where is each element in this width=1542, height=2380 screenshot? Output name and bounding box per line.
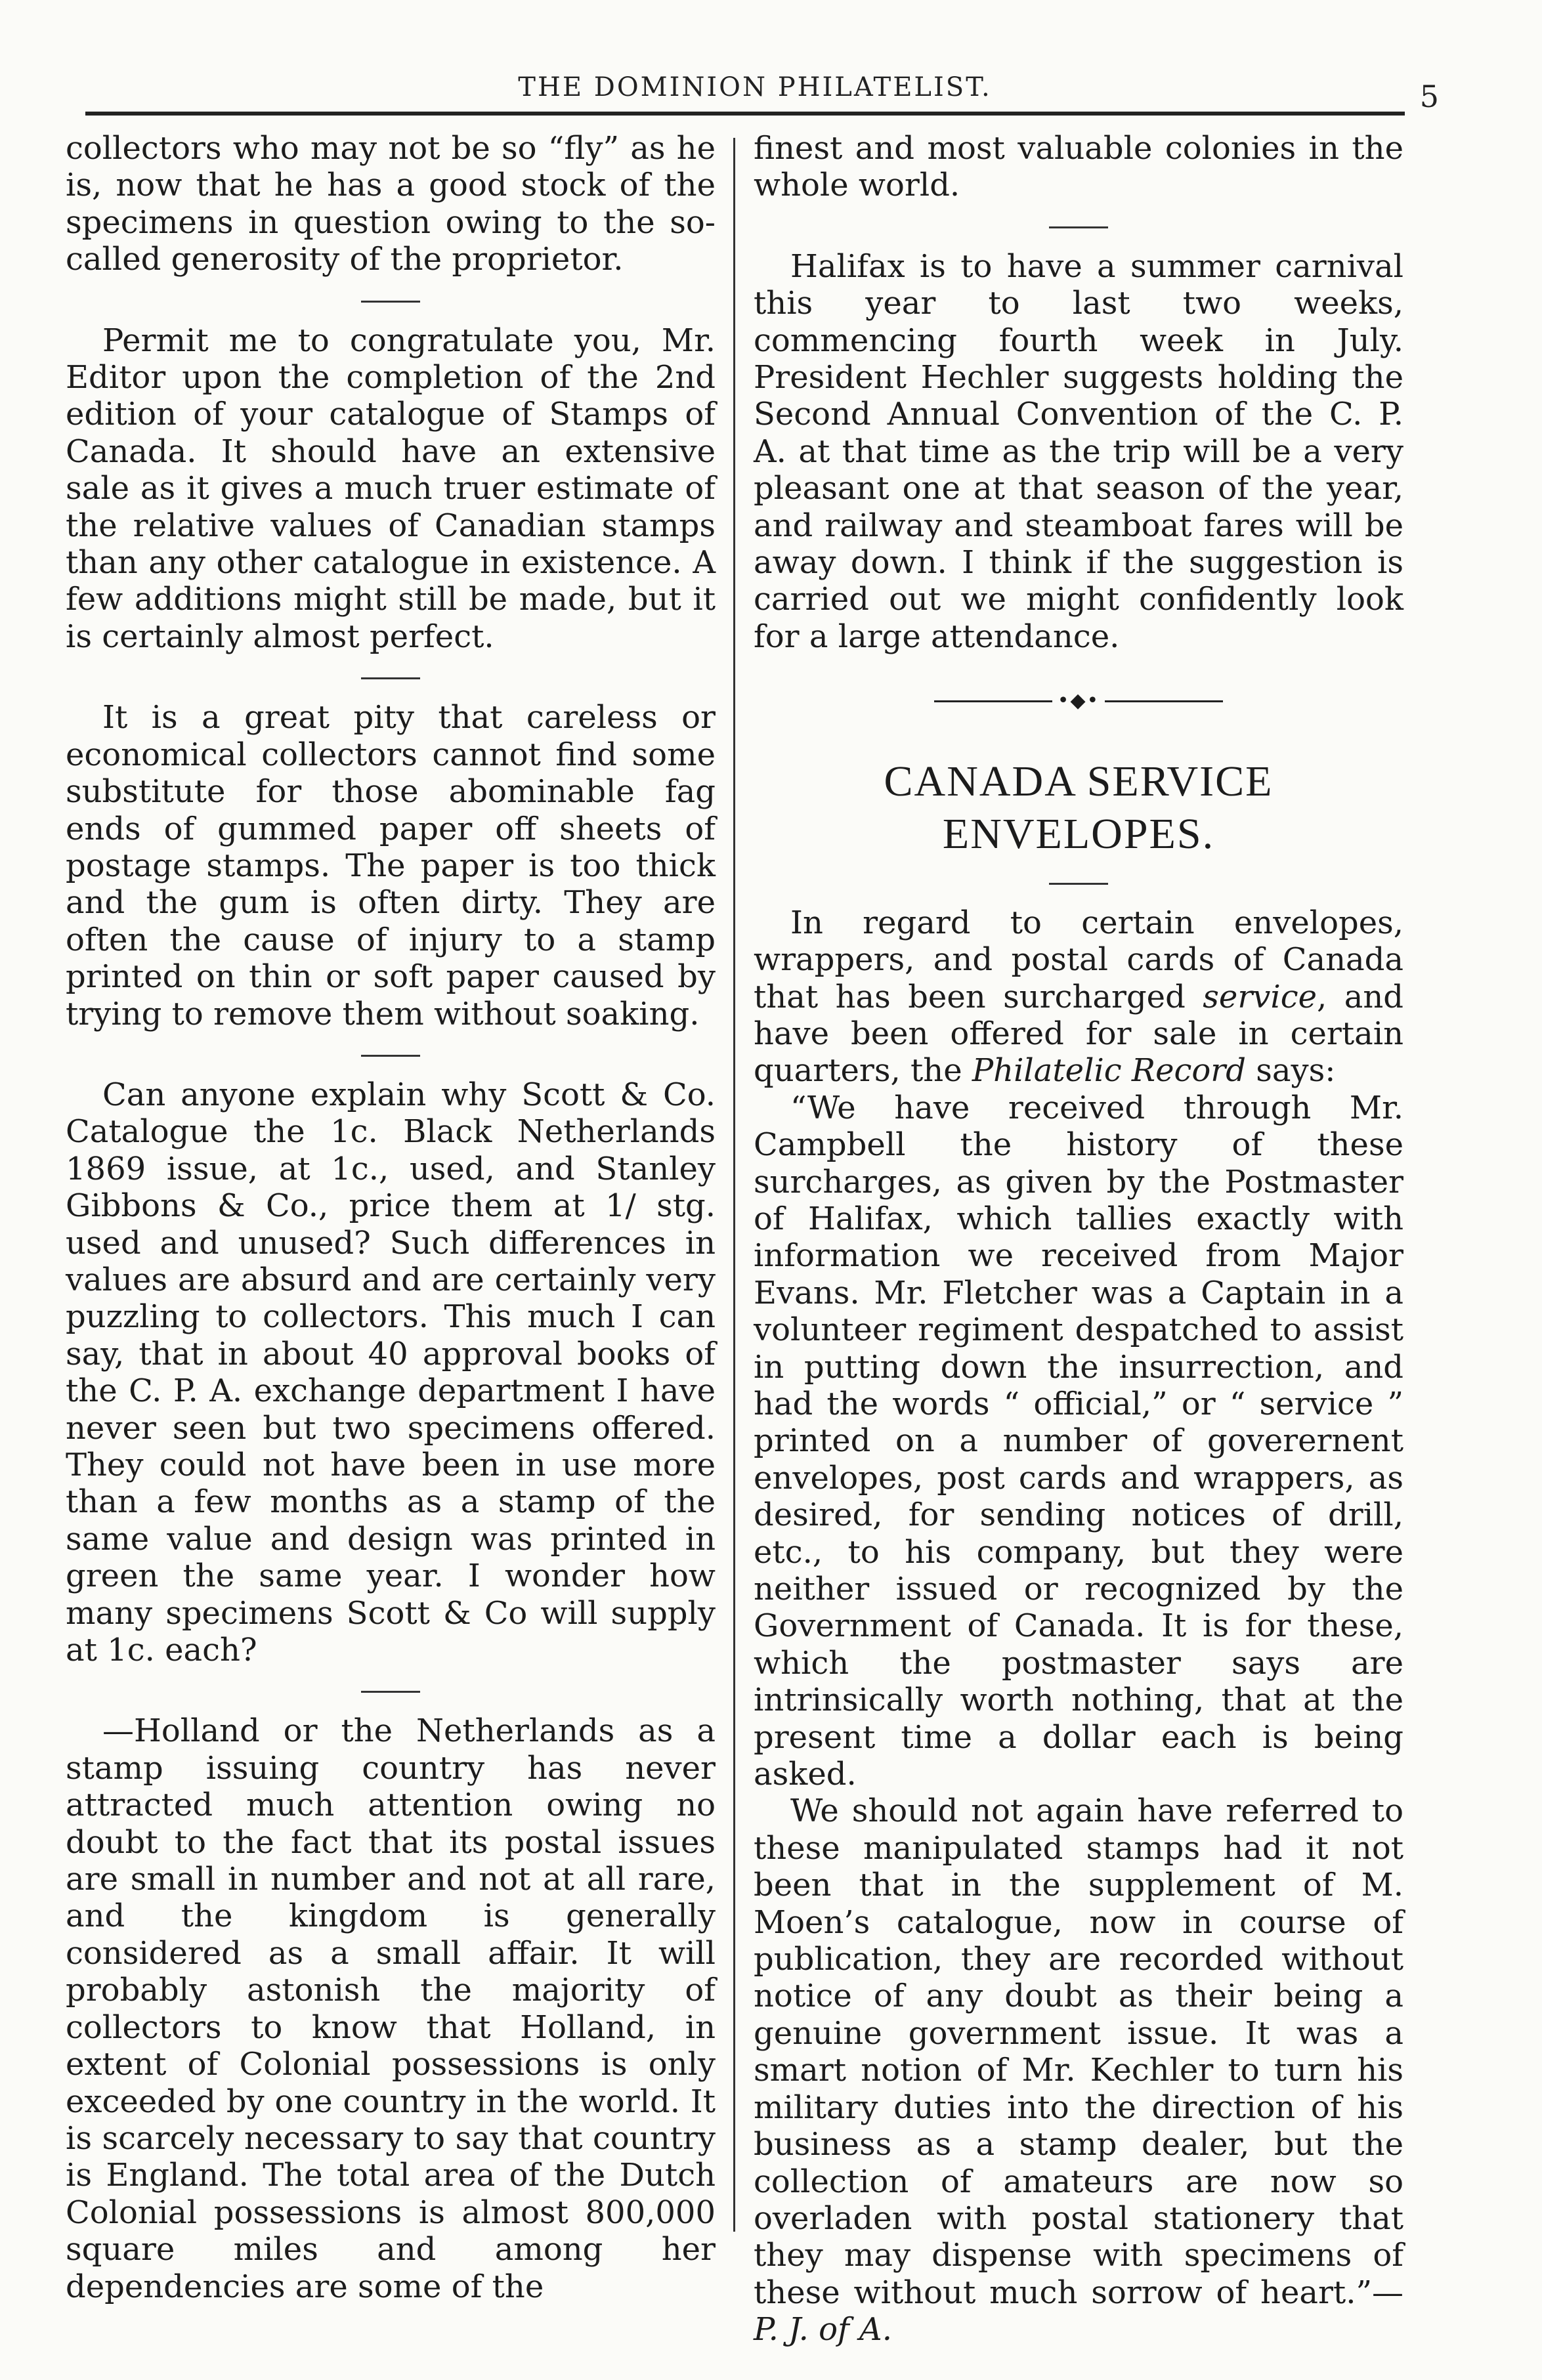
paragraph: Halifax is to have a summer carnival this year to last two weeks, commencing fourth week in July. President Hechler suggests holding the Second Annual Convention of the C. P. A. at that time as the trip will be a very pleasant one at that season of the year, and railway and steamboat fares will be away down. I think if the suggestion is carried out we might confidently look for a large attendance. <box>754 247 1403 655</box>
left-column <box>66 130 716 2305</box>
quoted-paragraph <box>754 1793 1403 2348</box>
journal-title: THE DOMINION PHILATELIST. <box>518 72 992 102</box>
text-run: says: <box>1245 1052 1336 1090</box>
separator-rule <box>361 301 420 303</box>
source-attribution: P. J. of A. <box>754 2311 892 2348</box>
separator-rule <box>361 677 420 679</box>
separator-rule <box>361 1055 420 1057</box>
section-heading: CANADA SERVICE ENVELOPES. <box>884 757 1274 858</box>
italic-term: service <box>1203 978 1317 1015</box>
column-divider <box>733 138 735 2232</box>
running-header <box>85 66 1439 118</box>
separator-rule <box>1049 226 1108 228</box>
paragraph: collectors who may not be so “fly” as he is, now that he has a good stock of the specimens in question owing to the so-called generosity of the proprietor. <box>66 130 716 278</box>
ornamental-rule <box>754 683 1403 719</box>
text-run: , and have been offered for sale in certain quarters, the <box>754 978 1404 1090</box>
page-number: 5 <box>1419 79 1439 114</box>
paragraph: finest and most valuable colonies in the whole world. <box>754 130 1403 204</box>
paragraph <box>754 904 1403 1090</box>
text-run: We should not again have referred to these manipulated stamps had it not been that in the supplement of M. Moen’s catalogue, now in course of publication, they are recorded without notice of any doubt as their being a genuine government issue. It was a smart notion of Mr. Kechler to turn his military duties into the direction of his business as a stamp dealer, but the collection of amateurs are now so overladen with postal stationery that they may dispense with specimens of these without much sorrow of heart.”— <box>754 1793 1403 2311</box>
ornament-glyph: •◆• <box>1057 689 1100 713</box>
right-column <box>754 130 1403 2348</box>
paragraph: —Holland or the Netherlands as a stamp issuing country has never attracted much attention owing no doubt to the fact that its postal issues are small in number and not at all rare, and the kingdom is generally considered as a small affair. It will probably astonish the majority of collectors to know that Holland, in extent of Colonial possessions is only exceeded by one country in the world. It is scarcely necessary to say that country is England. The total area of the Dutch Colonial possessions is almost 800,000 square miles and among her dependencies are some of the <box>66 1712 716 2305</box>
header-rule <box>85 112 1405 116</box>
paragraph: It is a great pity that careless or economical collectors cannot find some substitute for those abominable fag ends of gummed paper off sheets of postage stamps. The paper is too thick and the gum is often dirty. They are often the cause of injury to a stamp printed on thin or soft paper caused by trying to remove them without soaking. <box>66 699 716 1032</box>
paragraph: Can anyone explain why Scott & Co. Catalogue the 1c. Black Netherlands 1869 issue, at 1c., used, and Stanley Gibbons & Co., price them at 1/ stg. used and unused? Such differences in values are absurd and are certainly very puzzling to collectors. This much I can say, that in about 40 approval books of the C. P. A. exchange department I have never seen but two specimens offered. They could not have been in use more than a few months as a stamp of the same value and design was printed in green the same year. I wonder how many specimens Scott & Co will supply at 1c. each? <box>66 1076 716 1669</box>
quoted-paragraph: “We have received through Mr. Campbell the history of these surcharges, as given by the Postmaster of Halifax, which tallies exactly with information we received from Major Evans. Mr. Fletcher was a Captain in a volunteer regiment despatched to assist in putting down the insurrection, and had the words “ official,” or “ service ” printed on a number of goverernent envelopes, post cards and wrappers, as desired, for sending notices of drill, etc., to his company, but they were neither issued or recognized by the Government of Canada. It is for these, which the postmaster says are intrinsically worth nothing, that at the present time a dollar each is being asked. <box>754 1089 1403 1793</box>
paragraph: Permit me to congratulate you, Mr. Editor upon the completion of the 2nd edition of your catalogue of Stamps of Canada. It should have an extensive sale as it gives a much truer estimate of the relative values of Canadian stamps than any other catalogue in existence. A few additions might still be made, but it is certainly almost perfect. <box>66 322 716 655</box>
separator-rule <box>361 1691 420 1693</box>
separator-rule <box>1049 883 1108 885</box>
ornament-line <box>934 700 1052 702</box>
ornament-line <box>1105 700 1223 702</box>
publication-name: Philatelic Record <box>972 1052 1246 1090</box>
text-run: In regard to certain envelopes, wrappers, and postal cards of Canada that has been surcharged <box>754 904 1403 1015</box>
